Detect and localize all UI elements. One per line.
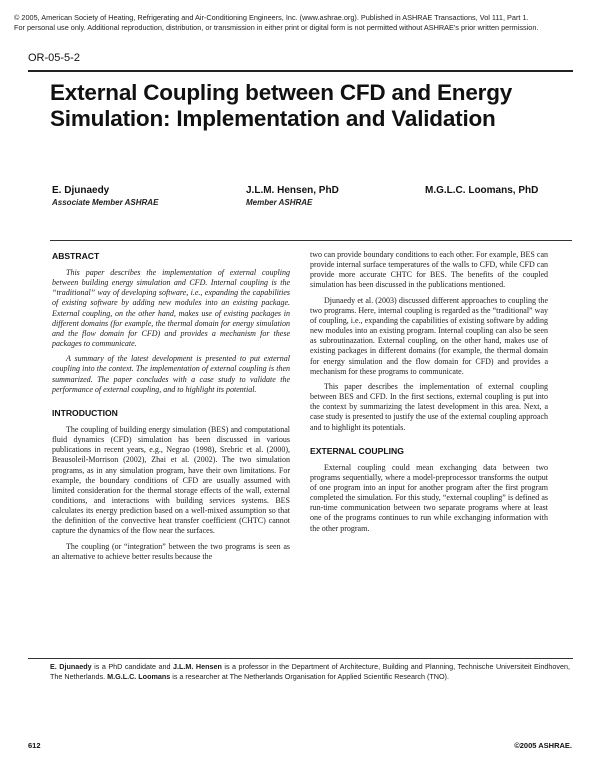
section-rule bbox=[50, 240, 572, 241]
author-affiliation: Member ASHRAE bbox=[246, 198, 313, 207]
footnote-rule bbox=[28, 658, 573, 659]
author-name: J.L.M. Hensen, PhD bbox=[246, 185, 339, 196]
author-affiliation: Associate Member ASHRAE bbox=[52, 198, 159, 207]
abstract-section bbox=[52, 250, 290, 395]
external-coupling-section bbox=[310, 445, 548, 534]
copyright-line-1: © 2005, American Society of Heating, Refrigerating and Air-Conditioning Engineers, Inc. (www.ashrae.org). Published in ASHRAE Transactions, Vol 111, Part 1. bbox=[14, 13, 529, 22]
author-2 bbox=[246, 185, 339, 209]
copyright-line-2: For personal use only. Additional reproduction, distribution, or transmission in either print or digital form is not permitted without ASHRAE's prior written permission. bbox=[14, 23, 539, 32]
paper-id: OR-05-5-2 bbox=[28, 52, 80, 64]
page-number: 612 bbox=[28, 741, 41, 750]
introduction-heading: INTRODUCTION bbox=[52, 407, 118, 418]
footnote-text: is a researcher at The Netherlands Organisation for Applied Scientific Research (TNO). bbox=[170, 672, 449, 681]
body-paragraph: This paper describes the implementation of external coupling between BES and CFD. In the first sections, external coupling is put into the context by summarizing the latest development in this area. Next, a case study is presented to justify the use of the external coupling approach and to highlight its potentials. bbox=[310, 381, 548, 432]
footnote-name: E. Djunaedy bbox=[50, 662, 92, 671]
external-coupling-heading: EXTERNAL COUPLING bbox=[310, 445, 404, 456]
footnote-name: J.L.M. Hensen bbox=[173, 662, 222, 671]
left-column bbox=[52, 250, 290, 567]
title-line-2: Simulation: Implementation and Validation bbox=[50, 106, 496, 131]
body-paragraph: External coupling could mean exchanging data between two programs sequentially, where a model-preprocessor transforms the output of one program into an input for another program after the first program completed the simulation. For this study, “external coupling” is defined as run-time communication between two separate programs where at least one of the programs continues to run while exchanging information with the other program. bbox=[310, 462, 548, 533]
right-column bbox=[310, 250, 548, 539]
footer-copyright: ©2005 ASHRAE. bbox=[514, 741, 572, 750]
author-footnote bbox=[50, 662, 570, 682]
body-paragraph: Djunaedy et al. (2003) discussed different approaches to coupling the two programs. Here, internal coupling is regarded as the “traditional” way of coupling, i.e., expanding the capabilities of existing software by adding new modules into an existing program. Internal coupling can also be seen as subroutinazation. External coupling, on the other hand, makes use of existing packages in different domains (for example, the thermal domain for energy simulation and the flow domain for CFD) and provides a mechanism for these programs to communicate. bbox=[310, 295, 548, 376]
author-1 bbox=[52, 185, 158, 209]
copyright-notice bbox=[14, 13, 590, 33]
abstract-paragraph: This paper describes the implementation of external coupling between building energy simulation and CFD. Internal coupling is the “traditional” way of developing software, i.e., expanding the capabilities of existing software by adding new modules into an existing package. External coupling, on the other hand, makes use of existing packages in different domains (for example, the thermal domain for energy simulation and the flow domain for CFD) and provides a mechanism for these packages to communicate. bbox=[52, 268, 290, 349]
footnote-name: M.G.L.C. Loomans bbox=[107, 672, 171, 681]
paper-title bbox=[50, 80, 570, 132]
introduction-section bbox=[52, 407, 290, 562]
author-name: E. Djunaedy bbox=[52, 185, 110, 196]
title-line-1: External Coupling between CFD and Energy bbox=[50, 80, 513, 105]
introduction-paragraph: The coupling of building energy simulation (BES) and computational fluid dynamics (CFD) simulation has been discussed in various publications in recent years, e.g., Negrao (1998), Srebric et al. (2000), Beausoleil-Morrison (2002), Zhai et al. (2002). The two simulation programs, as in any simulation program, have their own limitations. For example, the boundary conditions of CFD are usually assumed with limited consideration for the thermal storage effects of the wall, external conditions, and interactions with building services systems. BES calculates its energy prediction based on a well-mixed assumption so that the definition of the convective heat transfer coefficient (CHTC) cannot capture the dynamics of the flow near the surfaces. bbox=[52, 424, 290, 536]
author-name: M.G.L.C. Loomans, PhD bbox=[425, 185, 539, 196]
abstract-heading: ABSTRACT bbox=[52, 251, 100, 261]
header-rule bbox=[28, 70, 573, 72]
author-3 bbox=[425, 185, 538, 197]
introduction-paragraph: The coupling (or “integration” between the two programs is seen as an alternative to achieve better results because the bbox=[52, 541, 290, 561]
body-paragraph: two can provide boundary conditions to each other. For example, BES can provide internal surface temperatures of the walls to CFD, while CFD can provide more accurate CHTC for BES. The benefits of the coupled simulation has been discussed in the publications mentioned. bbox=[310, 250, 548, 290]
footnote-text: is a professor in the Department of Architecture, Building and Planning, Technische Universiteit Eindhoven, The Netherlands. bbox=[50, 662, 571, 681]
abstract-paragraph: A summary of the latest development is presented to put external coupling into the context. The implementation of external coupling is then summarized. The paper concludes with a case study to validate the performance of external coupling, and to highlight its potential. bbox=[52, 354, 290, 394]
footnote-text: is a PhD candidate and bbox=[91, 662, 174, 671]
